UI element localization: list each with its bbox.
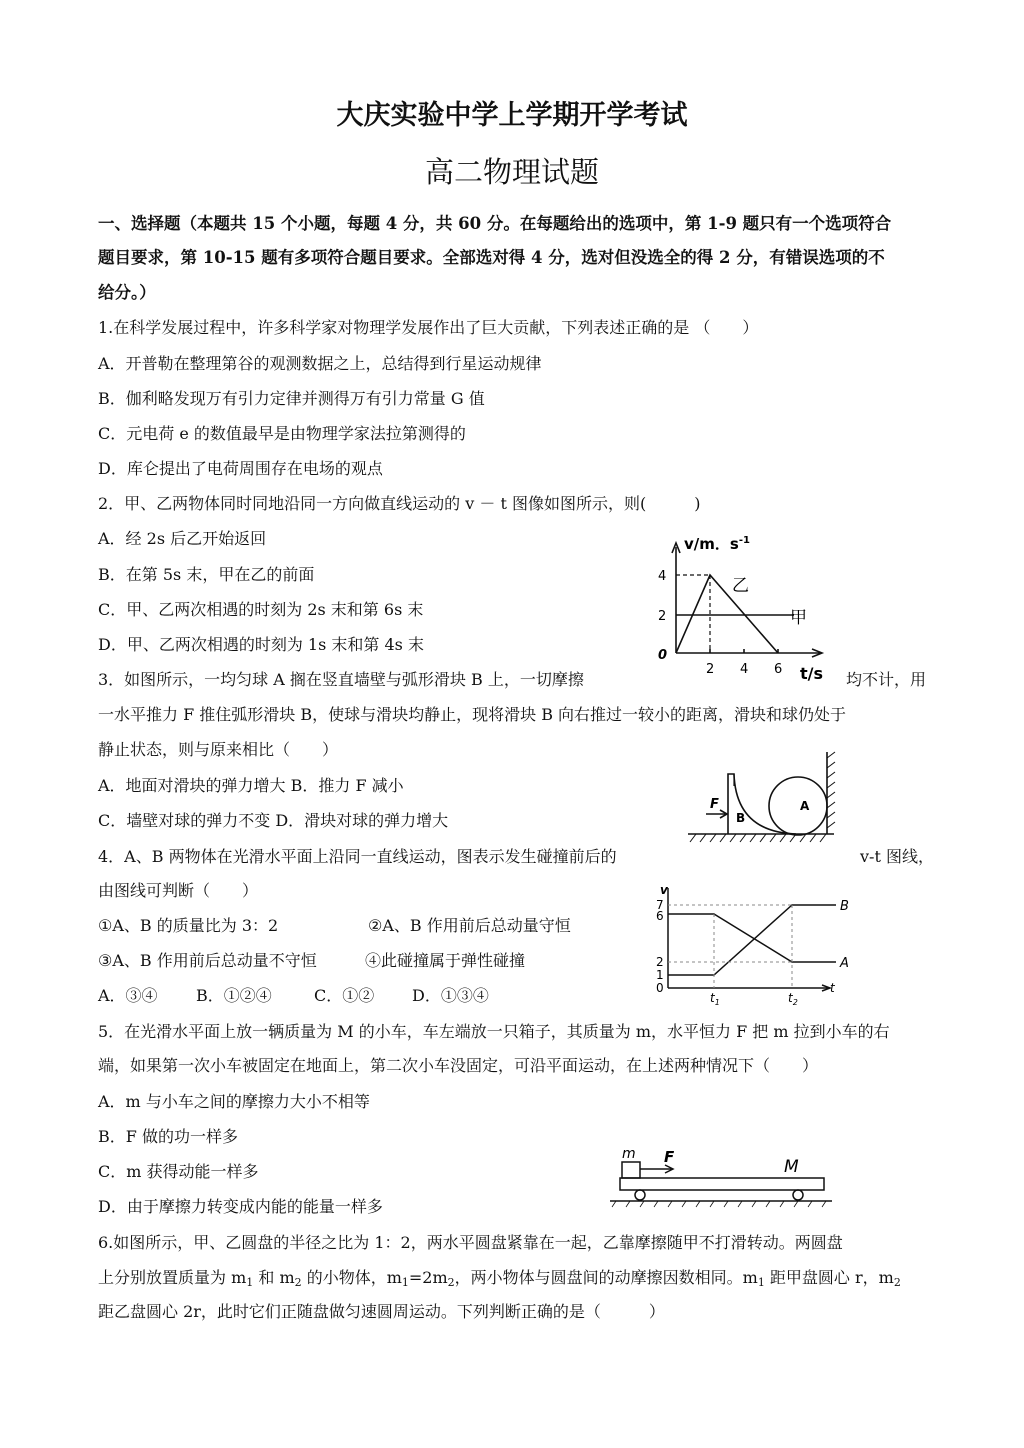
q4-origin: 0 (656, 981, 664, 995)
q5-label-m: m (622, 1146, 636, 1162)
q5-label-big-m: M (784, 1157, 799, 1177)
q4-stem-line-1-end: v-t 图线， (860, 847, 934, 866)
section-header-line-2: 题目要求，第 10-15 题有多项符合题目要求。全部选对得 4 分，选对但没选全的得 2 分，有错误选项的不 (98, 248, 885, 267)
q4-ytick-1: 1 (656, 968, 664, 982)
q5-label-f: F (664, 1148, 675, 1166)
q2-xtick-4: 4 (740, 662, 749, 677)
q2-option-b: B．在第 5s 末，甲在乙的前面 (98, 565, 315, 584)
q4-vt-graph (646, 880, 856, 1006)
q2-ytick-4: 4 (658, 569, 667, 584)
q2-x-label: t/s (800, 664, 824, 683)
q2-xtick-2: 2 (706, 662, 715, 677)
q1-option-a: A．开普勒在整理第谷的观测数据之上，总结得到行星运动规律 (98, 354, 542, 373)
q5-option-b: B．F 做的功一样多 (98, 1127, 238, 1146)
q1-option-d: D．库仑提出了电荷周围存在电场的观点 (98, 459, 383, 478)
q4-stem-line-1: 4．A、B 两物体在光滑水平面上沿同一直线运动，图表示发生碰撞前后的 (98, 847, 617, 866)
q5-cart-figure (606, 1140, 836, 1212)
q2-option-a: A．经 2s 后乙开始返回 (98, 529, 267, 548)
q5-wheel-right (793, 1190, 803, 1200)
q4-line-b (668, 905, 836, 975)
q4-statement-4: ④此碰撞属于弹性碰撞 (365, 951, 526, 970)
q4-line-a (668, 914, 836, 962)
q3-label-b: B (736, 811, 746, 825)
q4-y-label: v (660, 883, 668, 897)
q6-line-3: 距乙盘圆心 2r，此时它们正随盘做匀速圆周运动。下列判断正确的是（ ） (98, 1302, 665, 1321)
q2-vt-graph (648, 535, 848, 687)
q2-ytick-2: 2 (658, 609, 667, 624)
q6-line-2: 上分别放置质量为 $m_1$ 和 $m_2$ 的小物体，$m_1=2m_2$，两小物体与圆盘间的动摩擦因数相同。$m_1$ 距甲盘圆心 r，$m_2$ (98, 1268, 901, 1289)
q4-x-label: t (830, 981, 835, 995)
q5-stem-line-2: 端，如果第一次小车被固定在地面上，第二次小车没固定，可沿平面运动，在上述两种情况下（ ） (98, 1056, 819, 1075)
q3-option-cd: C．墙壁对球的弹力不变 D．滑块对球的弹力增大 (98, 811, 449, 830)
section-header-line-3: 给分。） (98, 283, 156, 302)
q5-option-c: C．m 获得动能一样多 (98, 1162, 259, 1181)
q4-label-b: B (840, 899, 849, 914)
q5-stem-line-1: 5．在光滑水平面上放一辆质量为 M 的小车，车左端放一只箱子，其质量为 m，水平恒力 F 把 m 拉到小车的右 (98, 1022, 890, 1041)
exam-title: 大庆实验中学上学期开学考试 (336, 100, 688, 131)
q5-option-d: D．由于摩擦力转变成内能的能量一样多 (98, 1197, 383, 1216)
q3-stem-line-1-end: 均不计，用 (846, 670, 927, 689)
q3-option-ab: A．地面对滑块的弹力增大 B．推力 F 减小 (98, 776, 404, 795)
q2-line-yi (676, 575, 778, 653)
q2-y-label: v/m．$s^{-1}$ (684, 535, 750, 553)
q4-choice-d: D．①③④ (412, 986, 489, 1005)
q2-label-jia: 甲 (790, 608, 807, 628)
q4-choice-b: B．①②④ (196, 986, 272, 1005)
q3-stem-line-2: 一水平推力 F 推住弧形滑块 B，使球与滑块均静止，现将滑块 B 向右推过一较小的距离，滑块和球仍处于 (98, 705, 847, 724)
q4-ytick-6: 6 (656, 909, 664, 923)
q3-ball-a (769, 777, 827, 835)
section-header-line-1: 一、选择题（本题共 15 个小题，每题 4 分，共 60 分。在每题给出的选项中，第 1-9 题只有一个选项符合 (98, 214, 892, 233)
q4-ytick-2: 2 (656, 955, 664, 969)
q5-option-a: A．m 与小车之间的摩擦力大小不相等 (98, 1092, 370, 1111)
q2-label-yi: 乙 (732, 576, 749, 596)
exam-subtitle: 高二物理试题 (424, 155, 599, 189)
q4-choice-c: C．①② (314, 986, 375, 1005)
q3-stem-line-1: 3．如图所示，一均匀球 A 搁在竖直墙壁与弧形滑块 B 上，一切摩擦 (98, 670, 584, 689)
q3-label-a: A (800, 799, 810, 813)
q4-statement-3: ③A、B 作用前后总动量不守恒 (98, 951, 317, 970)
q4-ytick-7: 7 (656, 898, 664, 912)
q5-box (622, 1162, 640, 1178)
q5-wheel-left (635, 1190, 645, 1200)
q4-label-a: A (840, 956, 849, 971)
q1-stem: 1.在科学发展过程中，许多科学家对物理学发展作出了巨大贡献，下列表述正确的是 （ ） (98, 318, 759, 337)
q4-stem-line-2: 由图线可判断（ ） (98, 881, 259, 900)
q5-ground-hatch (612, 1201, 826, 1207)
q3-stem-line-3: 静止状态，则与原来相比（ ） (98, 740, 339, 759)
q4-statement-2: ②A、B 作用前后总动量守恒 (368, 916, 571, 935)
q3-label-f: F (710, 797, 719, 812)
q2-option-d: D．甲、乙两次相遇的时刻为 1s 末和第 4s 末 (98, 635, 424, 654)
q5-cart (620, 1178, 824, 1190)
q6-line-1: 6.如图所示，甲、乙圆盘的半径之比为 1：2，两水平圆盘紧靠在一起，乙靠摩擦随甲不打滑转动。两圆盘 (98, 1233, 843, 1252)
q2-xtick-6: 6 (774, 662, 783, 677)
q4-label-t2: $t_2$ (788, 991, 798, 1006)
q1-option-c: C．元电荷 e 的数值最早是由物理学家法拉第测得的 (98, 424, 466, 443)
q2-origin: 0 (658, 648, 668, 663)
q3-block-b (728, 774, 796, 834)
q4-label-t1: $t_1$ (710, 991, 720, 1006)
q2-stem: 2．甲、乙两物体同时同地沿同一方向做直线运动的 v － t 图像如图所示，则( ) (98, 494, 701, 513)
q3-ball-figure (684, 746, 854, 846)
q3-wall-hatch (827, 752, 835, 828)
q2-option-c: C．甲、乙两次相遇的时刻为 2s 末和第 6s 末 (98, 600, 424, 619)
q4-choice-a: A．③④ (98, 986, 158, 1005)
q1-option-b: B．伽利略发现万有引力定律并测得万有引力常量 G 值 (98, 389, 485, 408)
q3-ground-hatch (690, 834, 826, 842)
q4-statement-1: ①A、B 的质量比为 3：2 (98, 916, 279, 935)
